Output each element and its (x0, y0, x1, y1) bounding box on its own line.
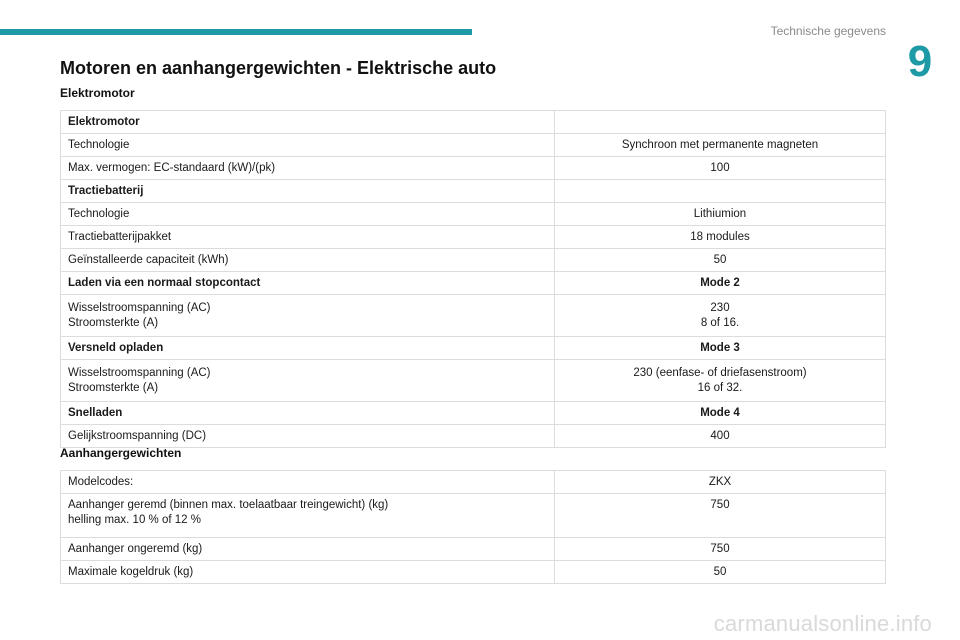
row-label (61, 471, 555, 494)
row-value-text: ZKX (708, 475, 732, 488)
row-value-text: Mode 4 (700, 406, 740, 419)
table-row (61, 157, 886, 180)
row-label (61, 226, 555, 249)
section-name: Technische gegevens (770, 24, 886, 38)
header-accent-bar (0, 29, 472, 35)
page-title: Motoren en aanhangergewichten - Elektrische auto (60, 58, 497, 78)
table-row (61, 180, 886, 203)
table-row (61, 561, 886, 584)
row-label (61, 538, 555, 561)
table-row (61, 402, 886, 425)
row-label (61, 561, 555, 584)
chapter-number: 9 (907, 37, 933, 86)
row-label (61, 180, 555, 203)
row-label-text: Wisselstroomspanning (AC) (68, 366, 211, 379)
row-label-text: Geïnstalleerde capaciteit (kWh) (68, 253, 229, 266)
row-value (555, 471, 886, 494)
row-label-text: Wisselstroomspanning (AC) (68, 301, 211, 314)
row-value (555, 538, 886, 561)
row-label-text-2: Stroomsterkte (A) (68, 381, 159, 394)
row-value (555, 111, 886, 134)
row-label (61, 360, 555, 402)
row-label (61, 337, 555, 360)
row-value-text: Mode 3 (700, 341, 740, 354)
row-label-text: Aanhanger ongeremd (kg) (68, 542, 203, 555)
row-label-text: Max. vermogen: EC-standaard (kW)/(pk) (68, 161, 276, 174)
row-value-text: 750 (710, 542, 730, 555)
row-label-text: Tractiebatterijpakket (68, 230, 172, 243)
row-label (61, 272, 555, 295)
row-value-text: Synchroon met permanente magneten (621, 138, 819, 151)
row-label-text: Versneld opladen (68, 341, 164, 354)
table-row (61, 337, 886, 360)
row-label-text: Elektromotor (68, 115, 140, 128)
row-value-text: 230 (710, 301, 730, 314)
table-row (61, 249, 886, 272)
row-label-text: Snelladen (68, 406, 123, 419)
table-row (61, 203, 886, 226)
row-label (61, 425, 555, 448)
row-value-text: 230 (eenfase- of driefasenstroom) (633, 366, 807, 379)
row-value (555, 272, 886, 295)
row-label (61, 402, 555, 425)
row-label-text-2: helling max. 10 % of 12 % (68, 514, 201, 526)
row-value (555, 360, 886, 402)
row-value-text: 100 (710, 161, 730, 174)
watermark: carmanualsonline.info (713, 611, 932, 636)
row-value-text: 50 (713, 565, 727, 578)
row-label-text: Technologie (68, 207, 130, 220)
row-value-text: 750 (710, 499, 730, 511)
row-label (61, 249, 555, 272)
trailer-weights-table (60, 470, 886, 584)
row-value (555, 402, 886, 425)
row-value-text: 400 (710, 429, 730, 442)
row-label-text: Gelijkstroomspanning (DC) (68, 429, 207, 442)
row-value (555, 295, 886, 337)
row-label-text: Laden via een normaal stopcontact (68, 276, 261, 289)
table-row (61, 425, 886, 448)
row-value (555, 249, 886, 272)
table-row (61, 111, 886, 134)
row-value (555, 425, 886, 448)
row-value-text-2: 16 of 32. (697, 381, 743, 394)
electric-motor-subheading: Elektromotor (60, 86, 135, 100)
row-label (61, 157, 555, 180)
trailer-weights-subheading: Aanhangergewichten (60, 446, 182, 460)
table-row (61, 471, 886, 494)
row-label-text-2: Stroomsterkte (A) (68, 316, 159, 329)
row-label (61, 203, 555, 226)
row-value (555, 180, 886, 203)
row-value (555, 494, 886, 538)
table-row (61, 538, 886, 561)
row-value (555, 134, 886, 157)
row-label-text: Tractiebatterij (68, 184, 144, 197)
row-value (555, 561, 886, 584)
row-label-text: Modelcodes: (68, 475, 134, 488)
table-row (61, 134, 886, 157)
row-value (555, 157, 886, 180)
row-label-text: Maximale kogeldruk (kg) (68, 565, 194, 578)
row-label-text: Technologie (68, 138, 130, 151)
row-value-text: Lithiumion (693, 207, 747, 220)
row-value (555, 226, 886, 249)
table-row (61, 226, 886, 249)
row-value-text: 18 modules (690, 230, 750, 243)
row-value (555, 203, 886, 226)
row-value-text-2: 8 of 16. (700, 316, 740, 329)
row-value (555, 337, 886, 360)
row-label-text: Aanhanger geremd (binnen max. toelaatbaar treingewicht) (kg) (68, 499, 389, 511)
row-label (61, 494, 555, 538)
electric-motor-table (60, 110, 886, 448)
table-row (61, 272, 886, 295)
table-row (61, 494, 886, 538)
row-value-text: 50 (713, 253, 727, 266)
row-label (61, 134, 555, 157)
row-label (61, 295, 555, 337)
row-label (61, 111, 555, 134)
table-row (61, 360, 886, 402)
row-value-text: Mode 2 (700, 276, 740, 289)
table-row (61, 295, 886, 337)
